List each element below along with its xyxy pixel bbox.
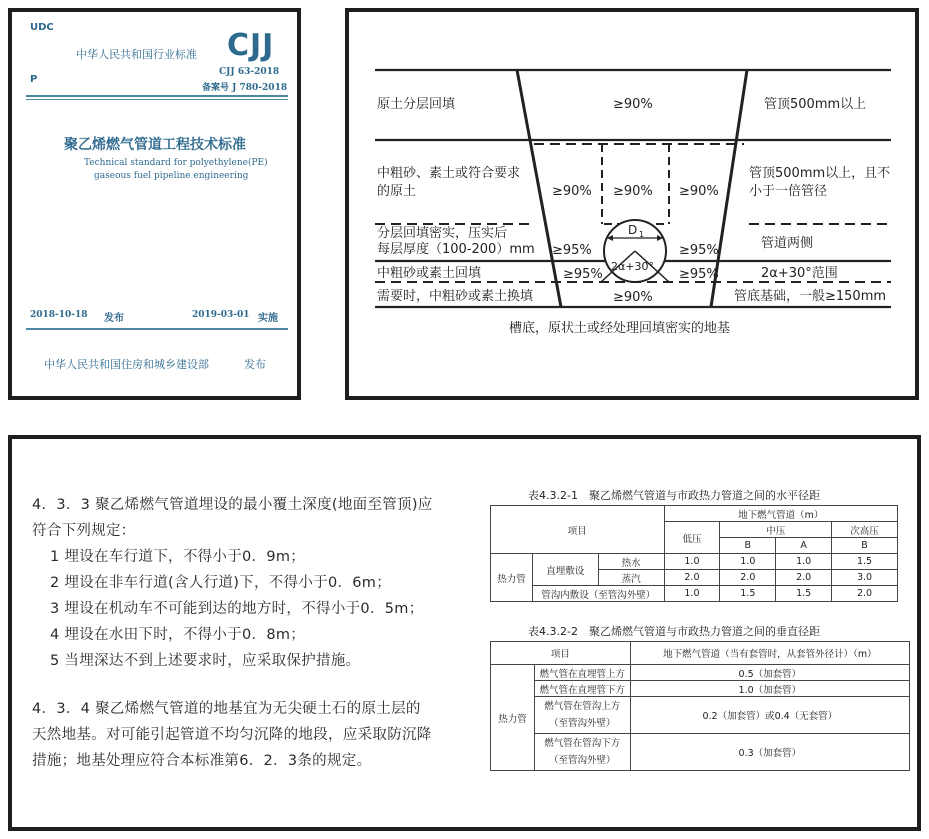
implementation-label: 实施 (258, 313, 278, 324)
issue-date: 2018-10-18 (30, 310, 88, 320)
table1-direct-buried: 直埋敷设 (532, 554, 598, 586)
clause-433-line1: 4．3．3 聚乙烯燃气管道埋设的最小覆土深度(地面至管顶)应 (32, 497, 433, 513)
title-english-line1: Technical standard for polyethylene(PE) (84, 158, 268, 168)
table-row (491, 681, 910, 697)
table1-row-label: 热水 (598, 554, 664, 570)
table1-low-pressure: 低压 (664, 522, 720, 554)
table1-row-label: 蒸汽 (598, 570, 664, 586)
table1-grade-b-subhigh: B (832, 538, 898, 554)
value-mid-center: ≥90% (613, 184, 653, 199)
record-number: 备案号 J 780-2018 (202, 83, 288, 93)
header-divider (26, 95, 288, 97)
label-medium-sand-2: 的原土 (377, 184, 417, 199)
label-above-500-diam-2: 小于一倍管径 (749, 184, 828, 199)
table1-cell: 2.0 (720, 570, 776, 586)
clause-433-item: 4 埋设在水田下时，不得小于0．8m； (50, 627, 306, 643)
clause-panel (8, 435, 921, 831)
label-compaction-1: 分层回填密实，压实后 (377, 226, 508, 241)
label-native-soil: 原土分层回填 (377, 97, 456, 112)
issuer-name: 中华人民共和国住房和城乡建设部 (44, 358, 209, 371)
table1-cell: 1.5 (720, 586, 776, 602)
table1-cell: 2.0 (832, 586, 898, 602)
table1-cell: 1.5 (832, 554, 898, 570)
value-top: ≥90% (613, 97, 653, 112)
table-row (491, 554, 898, 570)
table2-row-label: 燃气管在直埋管上方 (534, 665, 630, 681)
table1-grade-b: B (720, 538, 776, 554)
clause-434-line: 天然地基。对可能引起管道不均匀沉降的地段，应采取防沉降 (32, 727, 432, 743)
backfill-diagram (345, 8, 919, 400)
table1-subhigh-pressure: 次高压 (832, 522, 898, 538)
table2-row-label-multi (534, 734, 630, 771)
table1-item-header: 项目 (491, 506, 665, 554)
clause-433-item: 2 埋设在非车行道(含人行道)下，不得小于0．6m； (50, 575, 392, 591)
table2-caption: 表4.3.2-2 聚乙烯燃气管道与市政热力管道之间的垂直径距 (528, 625, 820, 638)
issuer-action: 发布 (244, 358, 266, 371)
table1-grade-a: A (776, 538, 832, 554)
trench-cross-section (349, 12, 915, 396)
standard-number: CJJ 63-2018 (219, 67, 280, 77)
table2-row-label-multi (534, 697, 630, 734)
title-chinese: 聚乙烯燃气管道工程技术标准 (64, 137, 246, 153)
table1-cell: 2.0 (664, 570, 720, 586)
clause-433-item: 3 埋设在机动车不可能到达的地方时，不得小于0．5m； (50, 601, 424, 617)
table1-cell: 1.0 (664, 586, 720, 602)
label-angle-range: 2α+30°范围 (761, 266, 838, 281)
label-medium-sand-1: 中粗砂、素土或符合要求 (377, 166, 521, 181)
label-above-500-diam-1: 管顶500mm以上，且不 (749, 166, 891, 181)
table-row (491, 734, 910, 771)
table1-caption: 表4.3.2-1 聚乙烯燃气管道与市政热力管道之间的水平径距 (528, 489, 820, 502)
pipe-diameter-subscript: 1 (639, 230, 645, 239)
table1-cell: 1.5 (776, 586, 832, 602)
clause-433-line2: 符合下列规定： (32, 523, 136, 539)
table1-cell: 1.0 (776, 554, 832, 570)
header-divider-thin (26, 99, 288, 100)
implementation-date: 2019-03-01 (192, 310, 250, 320)
clause-433-item: 5 当埋深达不到上述要求时，应采取保护措施。 (50, 653, 361, 669)
horizontal-distance-table (490, 505, 898, 602)
table2-row-label: 燃气管在管沟上方 (544, 701, 621, 712)
value-side-right: ≥95% (679, 243, 719, 258)
pipe-angle-label: 2α+30° (611, 260, 654, 273)
table1-pressure-header: 地下燃气管道（m） (664, 506, 897, 522)
table1-row-label: 管沟内敷设（至管沟外壁） (532, 586, 664, 602)
pipe-diameter-label: D (628, 223, 638, 237)
label-compaction-2: 每层厚度（100-200）mm (377, 242, 535, 257)
vertical-distance-table (490, 641, 910, 771)
table1-cell: 1.0 (664, 554, 720, 570)
footer-divider (26, 328, 288, 330)
table2-row-sublabel: （至管沟外壁） (549, 718, 616, 729)
value-mid-left: ≥90% (552, 184, 592, 199)
table2-cell: 0.2（加套管）或0.4（无套管） (630, 697, 909, 734)
diagram-caption: 槽底，原状土或经处理回填密实的地基 (509, 321, 731, 336)
table1-group: 热力管 (491, 554, 533, 602)
clause-434-line: 4．3．4 聚乙烯燃气管道的地基宜为无尖硬土石的原土层的 (32, 701, 421, 717)
clause-433-item: 1 埋设在车行道下，不得小于0．9m； (50, 549, 306, 565)
table1-cell: 1.0 (720, 554, 776, 570)
table-row (491, 697, 910, 734)
udc-label: UDC (30, 22, 54, 33)
cjj-logo: CJJ (227, 28, 275, 63)
table2-cell: 1.0（加套管） (630, 681, 909, 697)
label-pipe-sides: 管道两侧 (761, 236, 814, 251)
table-row (491, 586, 898, 602)
table-row (491, 665, 910, 681)
clause-434-line: 措施；地基处理应符合本标准第6．2．3条的规定。 (32, 753, 372, 769)
label-base: 管底基础，一般≥150mm (734, 289, 887, 304)
label-replacement: 需要时，中粗砂或素土换填 (377, 289, 534, 304)
table1-medium-pressure: 中压 (720, 522, 832, 538)
table1-cell: 2.0 (776, 570, 832, 586)
table2-cell: 0.5（加套管） (630, 665, 909, 681)
table2-row-label: 燃气管在直埋管下方 (534, 681, 630, 697)
label-sand-backfill: 中粗砂或素土回填 (377, 266, 482, 281)
table2-cell: 0.3（加套管） (630, 734, 909, 771)
table2-group: 热力管 (491, 665, 535, 771)
title-english-line2: gaseous fuel pipeline engineering (94, 171, 249, 181)
value-base: ≥90% (613, 290, 653, 305)
label-above-500: 管顶500mm以上 (764, 97, 867, 112)
issue-label: 发布 (104, 313, 124, 324)
table2-row-sublabel: （至管沟外壁） (549, 755, 616, 766)
industry-standard-label: 中华人民共和国行业标准 (76, 48, 197, 61)
standard-cover (8, 8, 301, 400)
value-side-left: ≥95% (552, 243, 592, 258)
table2-item-header: 项目 (491, 642, 631, 665)
table2-row-label: 燃气管在管沟下方 (544, 738, 621, 749)
value-low-right: ≥95% (679, 267, 719, 282)
table1-cell: 3.0 (832, 570, 898, 586)
value-low-left: ≥95% (563, 267, 603, 282)
value-mid-right: ≥90% (679, 184, 719, 199)
p-label: P (30, 74, 38, 85)
table2-value-header: 地下燃气管道（当有套管时，从套管外径计）（m） (630, 642, 909, 665)
